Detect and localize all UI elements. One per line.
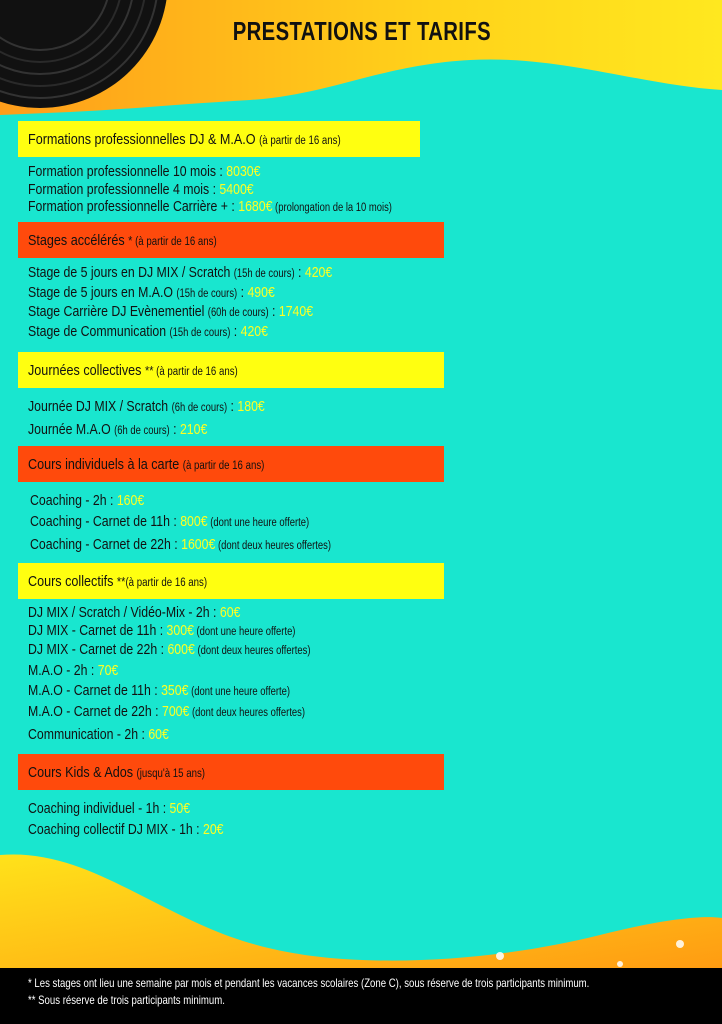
price-list: [18, 264, 444, 342]
list-item: Journée DJ MIX / Scratch (6h de cours) : 180€: [28, 398, 265, 415]
section-note: (à partir de 16 ans): [132, 235, 217, 248]
list-item: Stage Carrière DJ Evènementiel (60h de cours) : 1740€: [28, 303, 314, 320]
list-item: Coaching individuel - 1h : 50€: [28, 800, 191, 817]
list-item: Formation professionnelle 4 mois : 5400€: [28, 180, 254, 198]
price: 180€: [237, 398, 265, 415]
price: 300€: [166, 621, 194, 639]
price: 420€: [240, 322, 268, 340]
list-item: Coaching collectif DJ MIX - 1h : 20€: [28, 821, 224, 838]
price: 8030€: [226, 163, 261, 180]
list-item: Stage de Communication (15h de cours) : 420€: [28, 322, 268, 340]
list-item: Coaching - Carnet de 11h : 800€ (dont une heure offerte): [30, 513, 310, 530]
list-item: M.A.O - Carnet de 22h : 700€ (dont deux heures offertes): [28, 702, 306, 720]
section-note: (jusqu'à 15 ans): [136, 767, 205, 780]
price-list: [18, 163, 472, 218]
section-title: Cours individuels à la carte: [28, 455, 183, 473]
price-list: [18, 604, 444, 747]
footer: [0, 968, 722, 1024]
list-item: Formation professionnelle 10 mois : 8030€: [28, 163, 261, 180]
price: 800€: [180, 513, 208, 530]
list-item: M.A.O - Carnet de 11h : 350€ (dont une heure offerte): [28, 681, 290, 699]
list-item: DJ MIX - Carnet de 22h : 600€ (dont deux heures offertes): [28, 641, 311, 658]
bottom-wave: [0, 854, 722, 970]
section-header: [18, 446, 444, 482]
section-title: Stages accélérés: [28, 231, 129, 249]
section-header: [18, 754, 444, 790]
section-title: Cours collectifs: [28, 572, 117, 590]
price: 160€: [116, 492, 145, 509]
price: 70€: [97, 661, 119, 679]
section-note: (à partir de 16 ans): [125, 576, 208, 589]
section-title: Cours Kids & Ados: [28, 763, 137, 781]
footnote-participants: ** Sous réserve de trois participants minimum.: [28, 993, 225, 1007]
page-title: PRESTATIONS ET TARIFS: [232, 16, 492, 46]
section-header: [18, 121, 420, 157]
section-header: Stages accélérés * (à partir de 16 ans): [18, 222, 444, 258]
list-item: DJ MIX / Scratch / Vidéo-Mix - 2h : 60€: [28, 604, 241, 621]
price-list: [18, 798, 444, 840]
price: 5400€: [219, 180, 254, 198]
list-item: Coaching - Carnet de 22h : 1600€ (dont deux heures offertes): [30, 536, 332, 553]
section-title: Journées collectives: [28, 361, 145, 379]
price: 490€: [247, 283, 275, 301]
list-item: Formation professionnelle Carrière + : 1680€ (prolongation de la 10 mois): [28, 198, 392, 215]
price: 350€: [161, 681, 189, 699]
section-note: (à partir de 16 ans): [259, 134, 341, 147]
price: 1600€: [181, 536, 216, 553]
price: 60€: [148, 725, 169, 743]
section-kids-ados: [18, 754, 444, 840]
list-item: Journée M.A.O (6h de cours) : 210€: [28, 421, 208, 438]
section-header: Journées collectives ** (à partir de 16 ans): [18, 352, 444, 388]
list-item: Stage de 5 jours en M.A.O (15h de cours) : 490€: [28, 283, 275, 301]
footnote-stages: * Les stages ont lieu une semaine par mois et pendant les vacances scolaires (Zone C), sous réserve de trois participants minimum.: [28, 976, 590, 990]
price: 1740€: [278, 303, 314, 320]
section-stages: [18, 222, 444, 342]
price: 600€: [167, 641, 195, 658]
price: 1680€: [238, 198, 273, 215]
price: 60€: [219, 604, 241, 621]
section-header: Cours collectifs **(à partir de 16 ans): [18, 563, 444, 599]
price: 420€: [304, 264, 333, 281]
section-note: (à partir de 16 ans): [153, 365, 238, 378]
section-cours-collectifs: [18, 563, 444, 747]
list-item: Coaching - 2h : 160€: [30, 492, 145, 509]
price-list: [18, 490, 444, 557]
list-item: M.A.O - 2h : 70€: [28, 661, 119, 679]
list-item: Stage de 5 jours en DJ MIX / Scratch (15h de cours) : 420€: [28, 264, 333, 281]
price: 50€: [169, 800, 191, 817]
price: 210€: [179, 421, 208, 438]
section-title: Formations professionnelles DJ & M.A.O: [28, 130, 256, 148]
section-cours-individuels: [18, 446, 444, 557]
section-journees: [18, 352, 444, 442]
price: 700€: [161, 702, 190, 720]
price: 20€: [203, 821, 224, 838]
section-note: (à partir de 16 ans): [182, 459, 265, 472]
price-list: [18, 396, 444, 442]
section-formations: [18, 121, 472, 218]
list-item: Communication - 2h : 60€: [28, 725, 169, 743]
list-item: DJ MIX - Carnet de 11h : 300€ (dont une heure offerte): [28, 621, 296, 639]
